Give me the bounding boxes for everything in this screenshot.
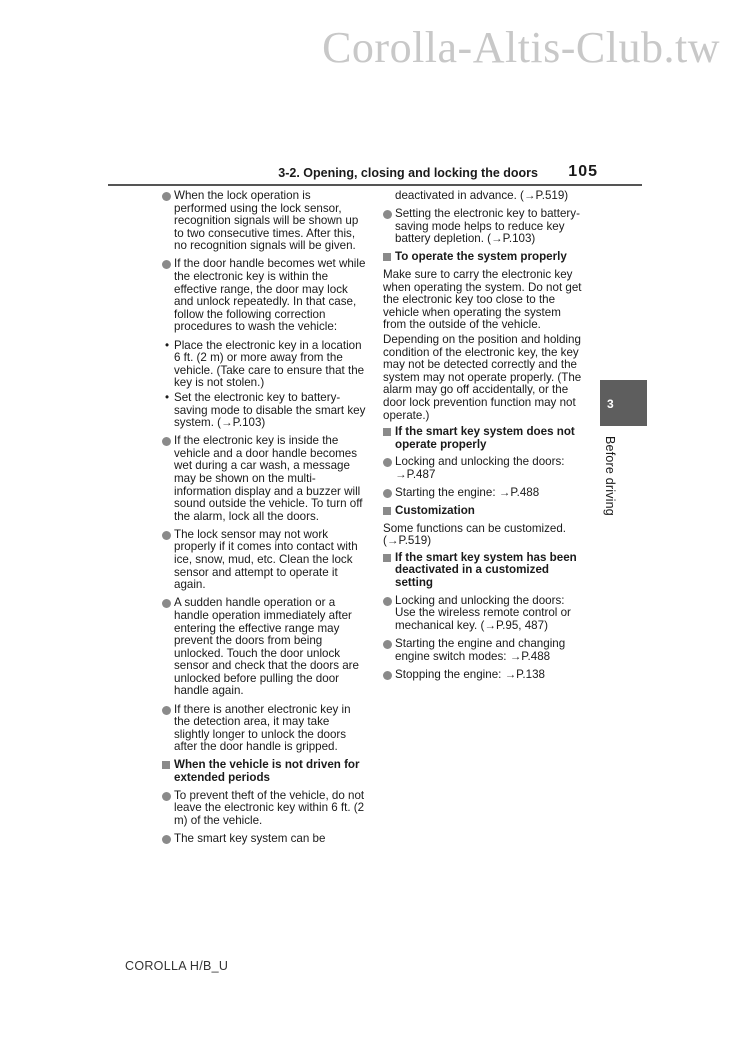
list-item: A sudden handle operation or a handle operation immediately after entering the effective range may prevent the doors from being unlocked. Touch the door unlock sensor and check that the doors are unlocked before pulling the door handle again. — [162, 597, 366, 698]
sub-list-item: • Place the electronic key in a location 6 ft. (2 m) or more away from the vehicle. (Take care to ensure that the key is not stolen.) — [165, 338, 365, 390]
list-item: The smart key system can be — [162, 833, 366, 846]
sub-bullet-icon: • — [165, 390, 170, 404]
bullet-dot-icon — [383, 597, 392, 606]
paragraph: Depending on the position and holding condition of the electronic key, the key may not be detected correctly and the system may not operate properly. (The alarm may go off accidentally, or the door lock prevention function may not operate.) — [383, 332, 582, 422]
bullet-dot-icon — [383, 458, 392, 467]
section-title: 3-2. Opening, closing and locking the doors — [278, 166, 538, 180]
right-column — [383, 190, 587, 687]
bullet-dot-icon — [383, 671, 392, 680]
bullet-dot-icon — [162, 835, 171, 844]
paragraph: Make sure to carry the electronic key when operating the system. Do not get the electronic key too close to the vehicle when operating the system from the outside of the vehicle. — [383, 267, 582, 332]
chapter-tab[interactable] — [600, 380, 647, 426]
list-item: If there is another electronic key in the detection area, it may take slightly longer to unlock the doors after the door handle is gripped. — [162, 704, 366, 754]
continued-text: deactivated in advance. (→P.519) — [395, 189, 569, 202]
section-heading: To operate the system properly — [383, 251, 587, 264]
bullet-dot-icon — [162, 192, 171, 201]
heading-square-icon — [383, 428, 391, 436]
bullet-dot-icon — [383, 210, 392, 219]
list-item: To prevent theft of the vehicle, do not leave the electronic key within 6 ft. (2 m) of the vehicle. — [162, 790, 366, 828]
bullet-dot-icon — [162, 437, 171, 446]
list-item: When the lock operation is performed using the lock sensor, recognition signals will be shown up to two consecutive times. After this, no recognition signals will be given. — [162, 190, 366, 253]
chapter-label: Before driving — [603, 436, 617, 516]
sub-list-item: • Set the electronic key to battery-saving mode to disable the smart key system. (→P.103) — [165, 390, 366, 430]
section-heading: When the vehicle is not driven for extended periods — [162, 759, 366, 784]
bullet-dot-icon — [383, 489, 392, 498]
page-header — [108, 160, 642, 186]
bullet-dot-icon — [162, 706, 171, 715]
paragraph: Some functions can be customized. (→P.519) — [383, 521, 567, 548]
list-item: Starting the engine and changing engine switch modes: →P.488 — [383, 638, 587, 663]
section-heading: Customization — [383, 505, 587, 518]
section-heading: If the smart key system does not operate properly — [383, 426, 587, 451]
page-number: 105 — [568, 163, 598, 180]
heading-square-icon — [162, 761, 170, 769]
list-item: If the electronic key is inside the vehicle and a door handle becomes wet during a car wash, a message may be shown on the multi-information display and a buzzer will sound outside the vehicle. To turn off the alarm, lock all the doors. — [162, 435, 366, 523]
list-item: The lock sensor may not work properly if it comes into contact with ice, snow, mud, etc. Clean the lock sensor and attempt to operate it again. — [162, 529, 366, 592]
section-heading: If the smart key system has been deactivated in a customized setting — [383, 552, 587, 590]
list-item: Starting the engine: →P.488 — [383, 487, 587, 500]
left-column — [162, 190, 366, 851]
list-item: Locking and unlocking the doors: →P.487 — [383, 456, 587, 481]
heading-square-icon — [383, 507, 391, 515]
list-item: Locking and unlocking the doors: Use the wireless remote control or mechanical key. (→P.95, 487) — [383, 595, 587, 633]
chapter-number: 3 — [607, 397, 614, 411]
footer-model-code: COROLLA H/B_U — [125, 959, 229, 973]
heading-square-icon — [383, 554, 391, 562]
heading-square-icon — [383, 253, 391, 261]
watermark: Corolla-Altis-Club.tw — [322, 23, 720, 72]
bullet-dot-icon — [162, 260, 171, 269]
bullet-dot-icon — [162, 531, 171, 540]
list-item: If the door handle becomes wet while the electronic key is within the effective range, the door may lock and unlock repeatedly. In that case, follow the following correction procedures to wash the vehicle: — [162, 258, 366, 334]
list-item: Setting the electronic key to battery-saving mode helps to reduce key battery depletion. (→P.103) — [383, 208, 587, 246]
bullet-dot-icon — [383, 640, 392, 649]
bullet-dot-icon — [162, 599, 171, 608]
list-item: Stopping the engine: →P.138 — [383, 669, 587, 682]
bullet-dot-icon — [162, 792, 171, 801]
sub-bullet-icon: • — [165, 338, 170, 352]
